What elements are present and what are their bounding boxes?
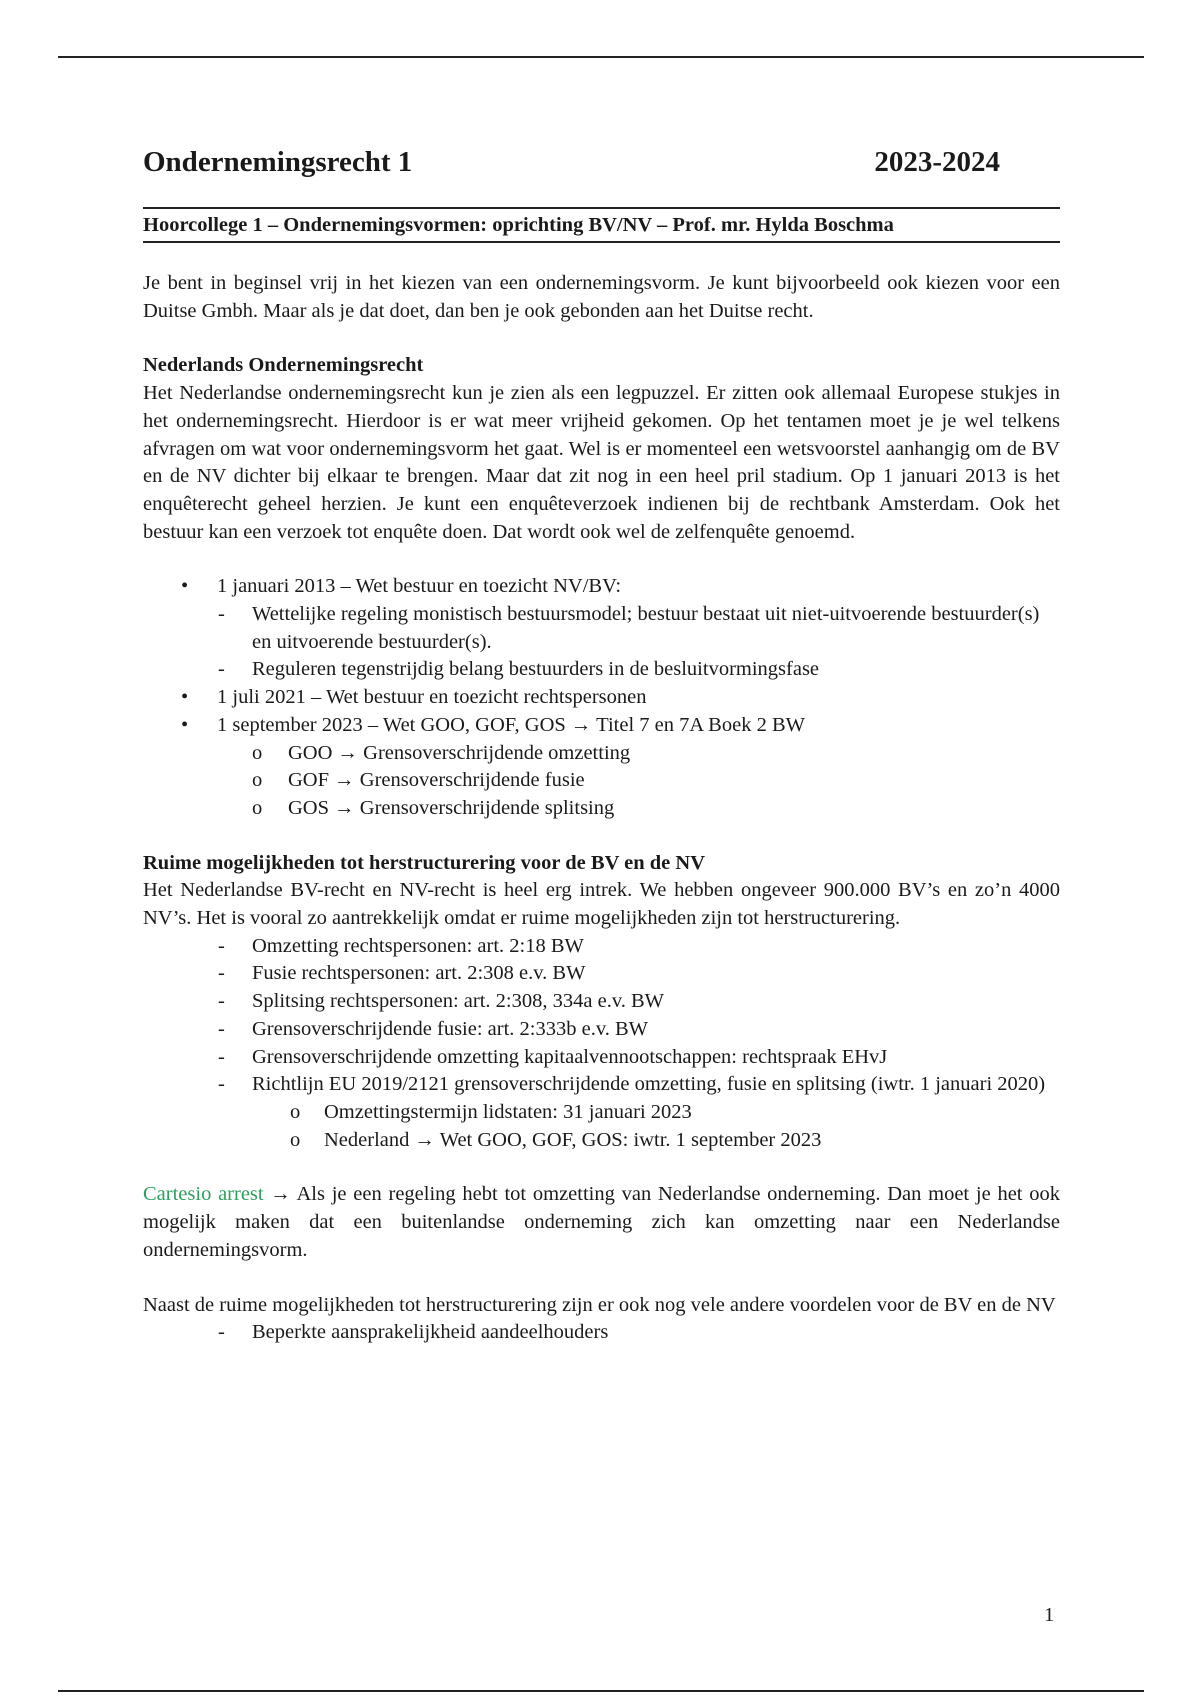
- circle-marker: o: [252, 741, 263, 764]
- section-paragraph-herstructurering: Het Nederlandse BV-recht en NV-recht is heel erg intrek. We hebben ongeveer 900.000 BV’s en zo’n 4000 NV’s. Het is vooral zo aantrekkelijk omdat er ruime mogelijkheden zijn tot herstructurering.: [143, 879, 1060, 930]
- list-item: o GOF → Grensoverschrijdende fusie: [143, 767, 1060, 795]
- document-title: Ondernemingsrecht 1: [143, 146, 413, 178]
- document-page: [143, 140, 1060, 1347]
- dash-marker: -: [218, 990, 225, 1013]
- list-item: - Beperkte aansprakelijkheid aandeelhouders: [143, 1319, 1060, 1347]
- list-item: - Reguleren tegenstrijdig belang bestuurders in de besluitvormingsfase: [143, 656, 1060, 684]
- page-number: 1: [1044, 1604, 1055, 1626]
- list-item: o Nederland → Wet GOO, GOF, GOS: iwtr. 1 september 2023: [143, 1127, 1060, 1155]
- circle-marker: o: [252, 796, 263, 819]
- list-item: - Fusie rechtspersonen: art. 2:308 e.v. BW: [143, 960, 1060, 988]
- cartesio-link: Cartesio arrest: [143, 1183, 264, 1206]
- list-item: - Grensoverschrijdende omzetting kapitaalvennootschappen: rechtspraak EHvJ: [143, 1044, 1060, 1072]
- dash-marker: -: [218, 603, 225, 626]
- list-item: • 1 september 2023 – Wet GOO, GOF, GOS → Titel 7 en 7A Boek 2 BW: [143, 712, 1060, 740]
- dash-marker: -: [218, 934, 225, 957]
- circle-marker: o: [290, 1128, 301, 1151]
- list-item: o GOS → Grensoverschrijdende splitsing: [143, 795, 1060, 823]
- circle-marker: o: [290, 1100, 301, 1123]
- list-item: • 1 juli 2021 – Wet bestuur en toezicht rechtspersonen: [143, 684, 1060, 712]
- lecture-heading: Hoorcollege 1 – Ondernemingsvormen: oprichting BV/NV – Prof. mr. Hylda Boschma: [143, 207, 1060, 243]
- list-item: o Omzettingstermijn lidstaten: 31 januari 2023: [143, 1099, 1060, 1127]
- academic-year: 2023-2024: [874, 146, 1000, 178]
- list-item: - Splitsing rechtspersonen: art. 2:308, 334a e.v. BW: [143, 988, 1060, 1016]
- list-item: - Omzetting rechtspersonen: art. 2:18 BW: [143, 933, 1060, 961]
- list-item: - Grensoverschrijdende fusie: art. 2:333b e.v. BW: [143, 1016, 1060, 1044]
- advantages-list: [143, 1319, 1060, 1347]
- bullet-marker: •: [181, 686, 189, 709]
- dash-marker: -: [218, 1321, 225, 1344]
- list-item: o GOO → Grensoverschrijdende omzetting: [143, 740, 1060, 768]
- intro-paragraph: Je bent in beginsel vrij in het kiezen van een ondernemingsvorm. Je kunt bijvoorbeeld ook kiezen voor een Duitse Gmbh. Maar als je dat doet, dan ben je ook gebonden aan het Duitse recht.: [143, 272, 1060, 322]
- list-item: - Wettelijke regeling monistisch bestuursmodel; bestuur bestaat uit niet-uitvoerende bestuurder(s) en uitvoerende bestuurder(s).: [218, 603, 1040, 653]
- dash-marker: -: [218, 962, 225, 985]
- cartesio-paragraph: Cartesio arrest → Als je een regeling hebt tot omzetting van Nederlandse onderneming. Dan moet je het ook mogelijk maken dat een buitenlandse onderneming zich kan omzetting naar een Nederlandse ondernemingsvorm.: [143, 1183, 1060, 1261]
- bullet-marker: •: [181, 575, 189, 598]
- dash-marker: -: [218, 1073, 225, 1096]
- dash-marker: -: [218, 658, 225, 681]
- closing-paragraph: Naast de ruime mogelijkheden tot herstructurering zijn er ook nog vele andere voordelen voor de BV en de NV: [143, 1293, 1056, 1316]
- bottom-rule: [58, 1690, 1144, 1692]
- dash-marker: -: [218, 1017, 225, 1040]
- title-row: [143, 140, 1060, 190]
- section-paragraph-nederlands: Het Nederlandse ondernemingsrecht kun je zien als een legpuzzel. Er zitten ook allemaal Europese stukjes in het ondernemingsrecht. Hierdoor is er wat meer vrijheid gekomen. Op het tentamen moet je je wel telkens afvragen om wat voor ondernemingsvorm het gaat. Wel is er momenteel een wetsvoorstel aanhangig om de BV en de NV dichter bij elkaar te brengen. Maar dat zit nog in een heel pril stadium. Op 1 januari 2013 is het enquêterecht geheel herzien. Je kunt een enquêteverzoek indienen bij de rechtbank Amsterdam. Ook het bestuur kan een verzoek tot enquête doen. Dat wordt ook wel de zelfenquête genoemd.: [143, 382, 1060, 543]
- list-item: • 1 januari 2013 – Wet bestuur en toezicht NV/BV:: [143, 573, 1060, 601]
- circle-marker: o: [252, 769, 263, 792]
- dash-marker: -: [218, 1045, 225, 1068]
- list-item: - Richtlijn EU 2019/2121 grensoverschrijdende omzetting, fusie en splitsing (iwtr. 1 januari 2020): [143, 1071, 1060, 1099]
- restructuring-list: [143, 933, 1060, 1155]
- bullet-marker: •: [181, 713, 189, 736]
- section-heading-nederlands: Nederlands Ondernemingsrecht: [143, 354, 424, 377]
- legislation-list: [143, 573, 1060, 822]
- section-heading-herstructurering: Ruime mogelijkheden tot herstructurering voor de BV en de NV: [143, 851, 705, 874]
- top-rule: [58, 56, 1144, 58]
